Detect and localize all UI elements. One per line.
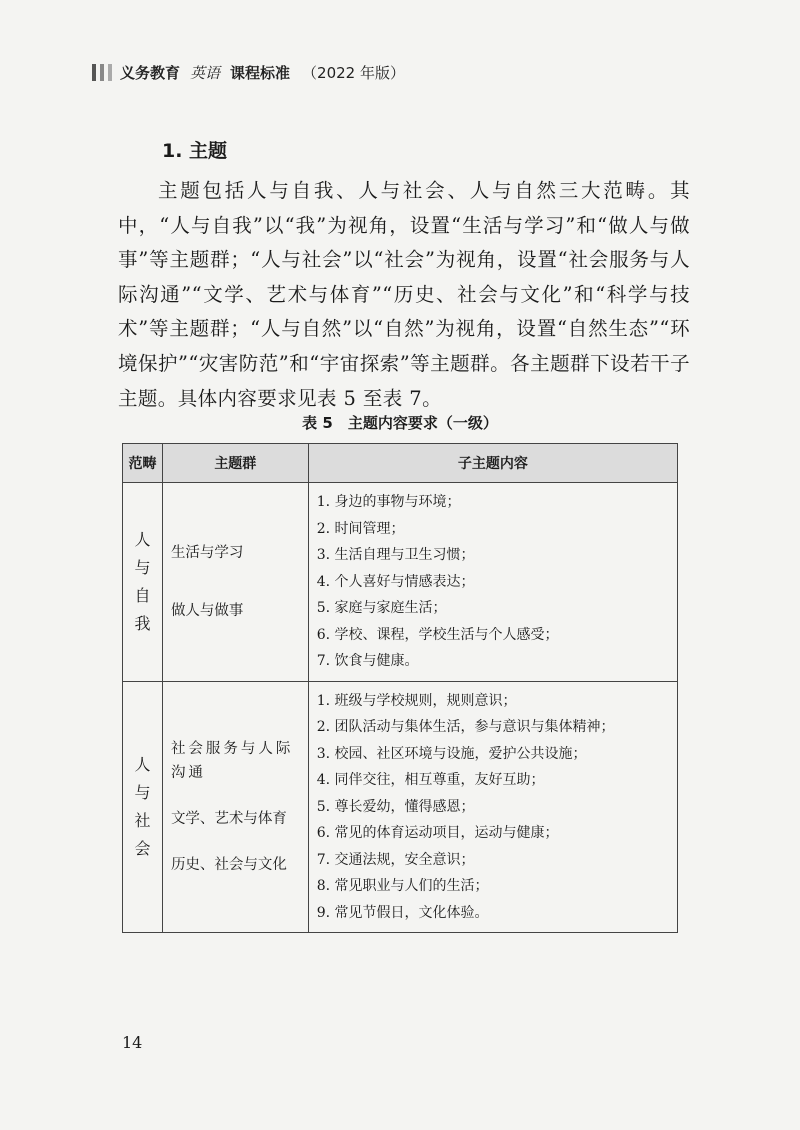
column-header: 子主题内容 — [308, 444, 677, 483]
subtheme-item: 1. 身边的事物与环境； — [316, 494, 461, 510]
subtheme-item: 6. 学校、课程，学校生活与个人感受； — [316, 626, 559, 643]
subtheme-item: 1. 班级与学校规则，规则意识； — [316, 692, 517, 709]
category-cell — [123, 483, 163, 682]
subtheme-item: 8. 常见职业与人们的生活； — [316, 878, 489, 894]
subtheme-item: 7. 交通法规，安全意识； — [316, 851, 475, 868]
column-header: 主题群 — [162, 444, 308, 483]
table-row — [123, 681, 678, 933]
theme-group: 生活与学习 — [170, 544, 244, 561]
section-heading: 1. 主题 — [162, 140, 228, 162]
running-header — [92, 62, 405, 83]
category-char: 人 — [134, 529, 151, 549]
category-char: 与 — [134, 782, 151, 802]
header-edition: （2022 年版） — [302, 64, 405, 82]
subtheme-item: 4. 同伴交往，相互尊重，友好互助； — [316, 772, 545, 788]
subtheme-item: 5. 尊长爱幼，懂得感恩； — [316, 798, 475, 815]
theme-group: 做人与做事 — [170, 602, 244, 619]
theme-group: 社会服务与人际沟通 — [170, 740, 294, 781]
theme-group: 历史、社会与文化 — [170, 856, 287, 873]
theme-group-cell — [162, 483, 308, 682]
theme-group: 文学、艺术与体育 — [170, 810, 287, 827]
category-char: 自 — [134, 585, 151, 605]
header-title-part: 义务教育 — [120, 64, 181, 82]
subtheme-item: 6. 常见的体育运动项目，运动与健康； — [316, 825, 559, 841]
table-caption: 表 5 主题内容要求（一级） — [302, 414, 498, 432]
subtheme-cell — [308, 483, 677, 682]
subtheme-item: 3. 校园、社区环境与设施，爱护公共设施； — [316, 745, 587, 762]
header-title-part: 课程标准 — [230, 64, 291, 82]
theme-group-cell — [162, 681, 308, 933]
page-number: 14 — [122, 1033, 143, 1052]
table-header-row — [123, 444, 678, 483]
category-cell — [123, 681, 163, 933]
column-header: 范畴 — [123, 444, 163, 483]
category-char: 会 — [134, 838, 151, 858]
subtheme-item: 4. 个人喜好与情感表达； — [316, 573, 475, 590]
category-char: 与 — [134, 557, 151, 577]
category-char: 我 — [134, 613, 151, 633]
theme-table — [122, 443, 678, 933]
subtheme-item: 7. 饮食与健康。 — [316, 653, 419, 669]
subtheme-item: 2. 团队活动与集体生活，参与意识与集体精神； — [316, 719, 615, 735]
body-paragraph: 主题包括人与自我、人与社会、人与自然三大范畴。其中，“人与自我”以“我”为视角，设置“生活与学习”和“做人与做事”等主题群；“人与社会”以“社会”为视角，设置“社会服务与人际沟通”“文学、艺术与体育”“历史、社会与文化”和“科学与技术”等主题群；“人与自然”以“自然”为视角，设置“自然生态”“环境保护”“灾害防范”和“宇宙探索”等主题群。各主题群下设若干子主题。具体内容要求见表 5 至表 7。 — [118, 179, 690, 410]
category-char: 人 — [134, 754, 151, 774]
header-subject: 英语 — [190, 64, 221, 82]
subtheme-item: 5. 家庭与家庭生活； — [316, 600, 447, 616]
table-row — [123, 483, 678, 682]
subtheme-item: 2. 时间管理； — [316, 520, 405, 537]
header-bars-icon — [92, 64, 112, 81]
subtheme-item: 3. 生活自理与卫生习惯； — [316, 547, 475, 563]
category-char: 社 — [134, 810, 151, 830]
subtheme-cell — [308, 681, 677, 933]
subtheme-item: 9. 常见节假日，文化体验。 — [316, 904, 489, 921]
